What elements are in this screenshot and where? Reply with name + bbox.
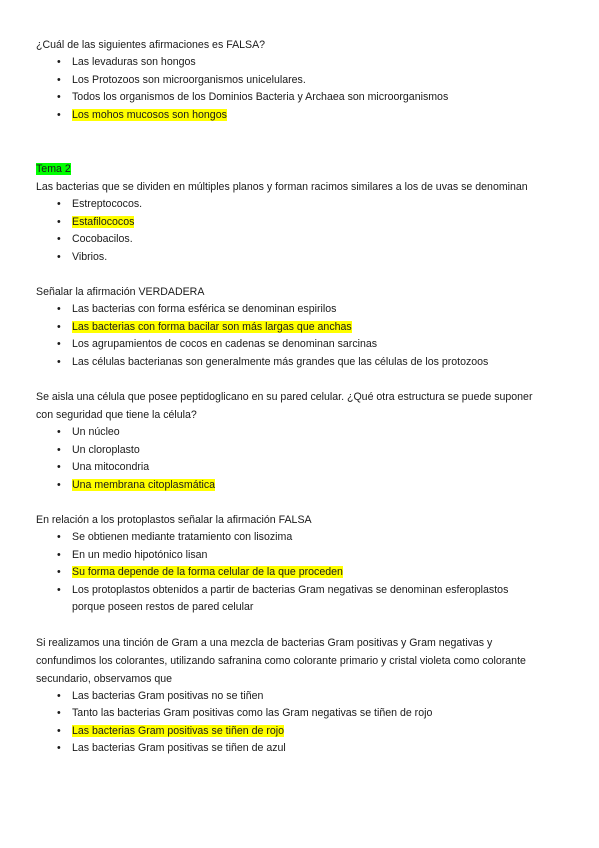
option-item-answer: [36, 107, 569, 125]
option-item: [36, 705, 569, 723]
option-item-answer: [36, 477, 569, 495]
option-text: Todos los organismos de los Dominios Bacteria y Archaea son microorganismos: [72, 91, 449, 103]
topic-heading: [36, 160, 569, 178]
option-text: Los protoplastos obtenidos a partir de bacterias Gram negativas se denominan esferoplastos: [72, 583, 509, 596]
option-item: [36, 336, 569, 354]
question-text: ¿Cuál de las siguientes afirmaciones es FALSA?: [36, 39, 266, 51]
topic-label: Tema 2: [36, 163, 71, 175]
option-text: Cocobacilos.: [72, 233, 133, 245]
option-item: [36, 231, 569, 249]
option-text: Un núcleo: [72, 426, 120, 438]
option-text: Las levaduras son hongos: [72, 56, 196, 68]
answer-highlight: Una membrana citoplasmática: [72, 478, 216, 491]
question-block-2: [36, 160, 569, 266]
options-list: [36, 54, 569, 124]
options-list: [36, 529, 569, 617]
option-text: Estreptococos.: [72, 198, 143, 210]
option-item: [36, 740, 569, 758]
option-text: Se obtienen mediante tratamiento con lisozima: [72, 531, 293, 543]
option-item: [36, 196, 569, 214]
question-text: En relación a los protoplastos señalar la afirmación FALSA: [36, 514, 312, 526]
question-text-line-3: secundario, observamos que: [36, 672, 173, 685]
question-block-6: [36, 634, 569, 758]
question-block-4: [36, 388, 569, 494]
options-list: [36, 301, 569, 371]
option-item-answer: [36, 319, 569, 337]
option-item: [36, 424, 569, 442]
question-block-1: [36, 36, 569, 124]
options-list: [36, 196, 569, 266]
option-text: Las células bacterianas son generalmente más grandes que las células de los protozoos: [72, 355, 489, 368]
option-text: Los Protozoos son microorganismos unicelulares.: [72, 73, 306, 86]
options-list: [36, 424, 569, 494]
option-item: [36, 89, 569, 107]
option-item: [36, 54, 569, 72]
option-item-answer: [36, 214, 569, 232]
question-text-line-1: Se aisla una célula que posee peptidoglicano en su pared celular. ¿Qué otra estructura se puede suponer: [36, 391, 533, 403]
option-text: Vibrios.: [72, 250, 108, 263]
options-list: [36, 688, 569, 758]
answer-highlight: Las bacterias con forma bacilar son más largas que anchas: [72, 320, 352, 333]
option-item: [36, 547, 569, 565]
option-item: [36, 459, 569, 477]
option-item: [36, 442, 569, 460]
option-item: [36, 688, 569, 706]
option-text: En un medio hipotónico lisan: [72, 548, 208, 561]
question-block-5: [36, 511, 569, 617]
answer-highlight: Las bacterias Gram positivas se tiñen de rojo: [72, 724, 284, 737]
question-block-3: [36, 283, 569, 371]
option-item: [36, 354, 569, 372]
question-text-line-1: Si realizamos una tinción de Gram a una mezcla de bacterias Gram positivas y Gram negativas y: [36, 636, 493, 649]
option-text: Las bacterias con forma esférica se denominan espirilos: [72, 303, 337, 315]
answer-highlight: Los mohos mucosos son hongos: [72, 108, 227, 121]
option-text: Las bacterias Gram positivas se tiñen de azul: [72, 742, 286, 754]
option-text: Un cloroplasto: [72, 443, 140, 456]
option-text: Tanto las bacterias Gram positivas como las Gram negativas se tiñen de rojo: [72, 707, 433, 719]
option-item: [36, 301, 569, 319]
option-item: [36, 582, 569, 617]
option-item: [36, 529, 569, 547]
option-text: Los agrupamientos de cocos en cadenas se denominan sarcinas: [72, 338, 378, 350]
question-text: Señalar la afirmación VERDADERA: [36, 286, 205, 298]
question-text-line-2: con seguridad que tiene la célula?: [36, 409, 197, 421]
option-text: Una mitocondria: [72, 461, 150, 473]
option-text: Las bacterias Gram positivas no se tiñen: [72, 689, 264, 702]
question-text: Las bacterias que se dividen en múltiples planos y forman racimos similares a los de uvas se denominan: [36, 181, 528, 193]
option-text-continued: porque poseen restos de pared celular: [72, 601, 254, 613]
answer-highlight: Estafilococos: [72, 215, 135, 228]
question-text-line-2: confundimos los colorantes, utilizando safranina como colorante primario y cristal violeta como colorante: [36, 654, 526, 667]
option-item-answer: [36, 723, 569, 741]
option-item: [36, 249, 569, 267]
answer-highlight: Su forma depende de la forma celular de la que proceden: [72, 566, 343, 578]
option-item-answer: [36, 564, 569, 582]
option-item: [36, 72, 569, 90]
